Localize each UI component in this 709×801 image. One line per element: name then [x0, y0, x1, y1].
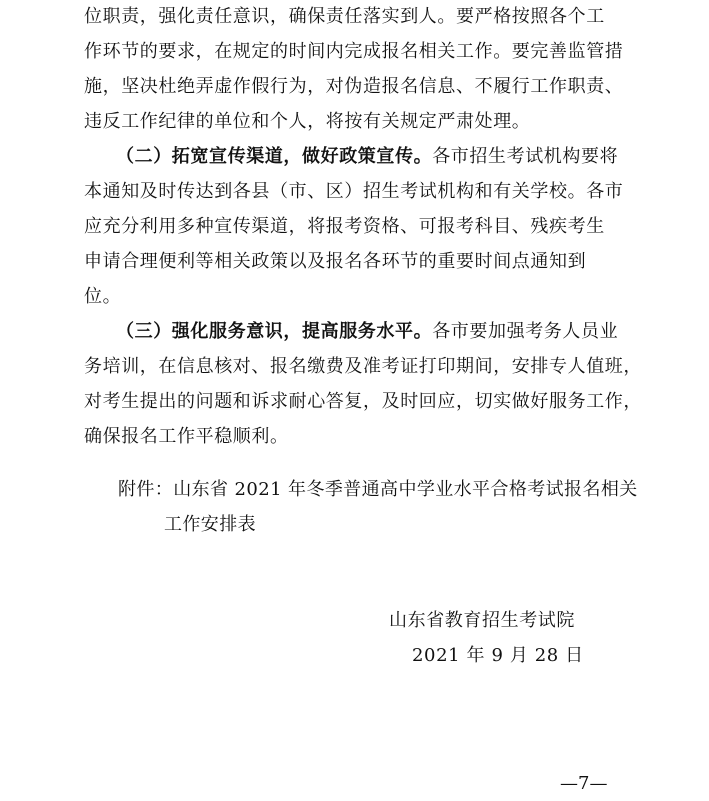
body-text-line: 施，坚决杜绝弄虚作假行为，对伪造报名信息、不履行工作职责、: [84, 76, 624, 97]
body-text-line: 位。: [84, 286, 122, 307]
body-text-line: 作环节的要求，在规定的时间内完成报名相关工作。要完善监管措: [84, 41, 624, 62]
body-text: 各市要加强考务人员业: [432, 321, 619, 342]
page-number: —7—: [560, 773, 608, 794]
paragraph-first-line: [116, 148, 618, 166]
issue-date: 2021 年 9 月 28 日: [412, 645, 584, 666]
body-text-line: 应充分利用多种宣传渠道，将报考资格、可报考科目、残疾考生: [84, 216, 605, 237]
body-text-line: 对考生提出的问题和诉求耐心答复，及时回应，切实做好服务工作，: [84, 391, 642, 412]
attachment-line: 工作安排表: [164, 514, 256, 535]
paragraph-first-line: [116, 323, 618, 341]
body-text: 各市招生考试机构要将: [432, 146, 619, 167]
body-text-line: 位职责，强化责任意识，确保责任落实到人。要严格按照各个工: [84, 6, 605, 27]
section-heading-2: （二）拓宽宣传渠道，做好政策宣传。: [116, 146, 433, 167]
section-heading-3: （三）强化服务意识，提高服务水平。: [116, 321, 433, 342]
attachment-line: 附件：山东省 2021 年冬季普通高中学业水平合格考试报名相关: [118, 479, 638, 500]
issuing-organization: 山东省教育招生考试院: [389, 610, 575, 631]
body-text-line: 务培训，在信息核对、报名缴费及准考证打印期间，安排专人值班，: [84, 356, 642, 377]
body-text-line: 本通知及时传达到各县（市、区）招生考试机构和有关学校。各市: [84, 181, 624, 202]
body-text-line: 违反工作纪律的单位和个人，将按有关规定严肃处理。: [84, 111, 531, 132]
body-text-line: 确保报名工作平稳顺利。: [84, 426, 289, 447]
body-text-line: 申请合理便利等相关政策以及报名各环节的重要时间点通知到: [84, 251, 587, 272]
